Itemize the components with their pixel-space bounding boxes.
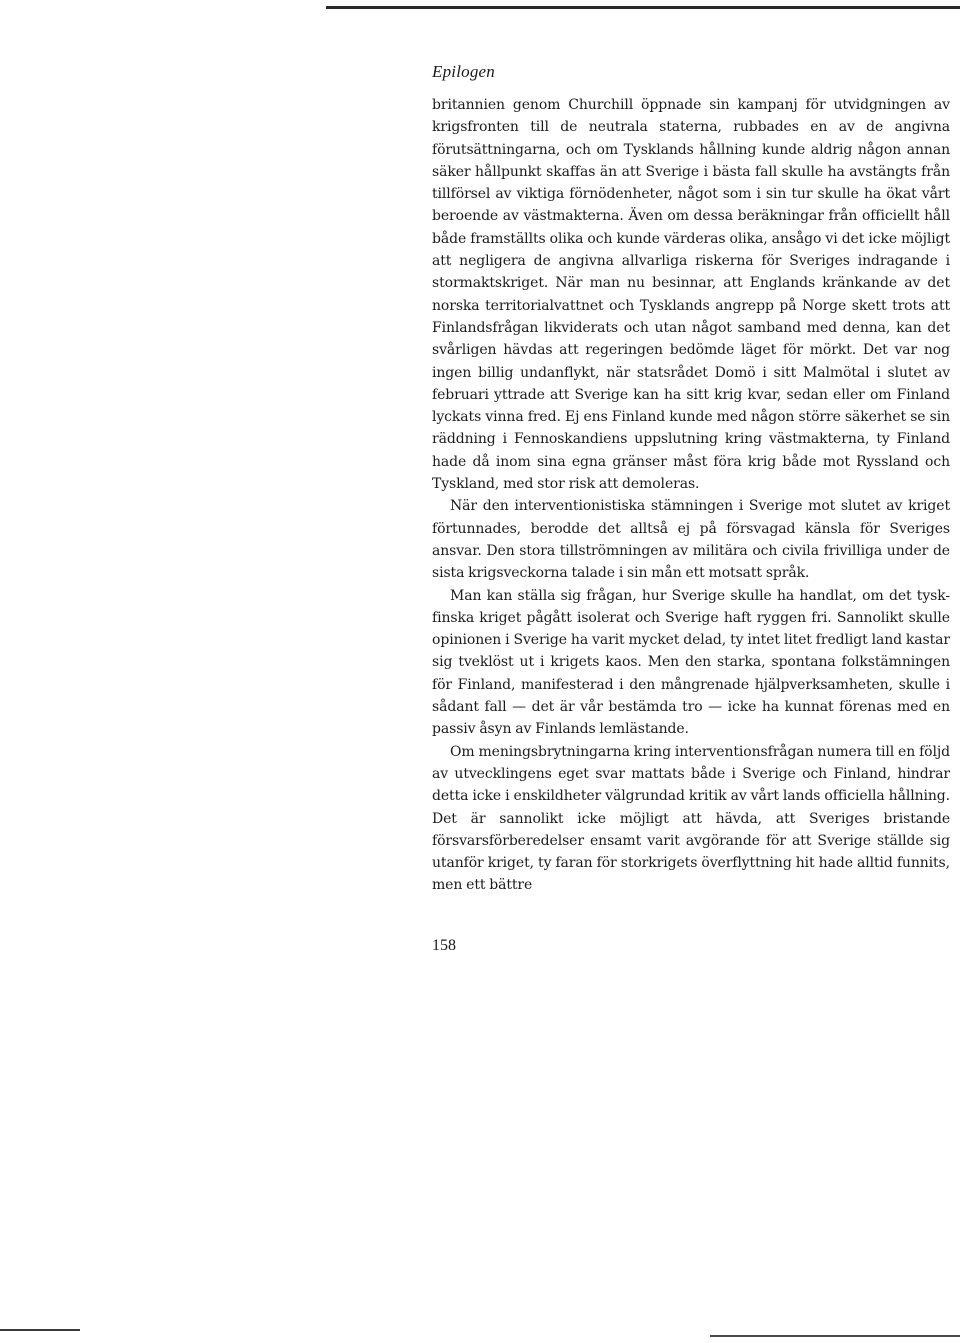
body-text — [432, 94, 950, 897]
running-head: Epilogen — [432, 62, 495, 81]
paragraph-1: britannien genom Churchill öppnade sin kampanj för utvidgningen av krigsfronten till de neutrala staterna, rubbades en av de angivna förutsättningarna, och om Tysklands hållning kunde aldrig någon annan säker hållpunkt skaffas än att Sverige i bästa fall skulle ha avstängts från tillförsel av viktiga förnödenheter, något som i sin tur skulle ha ökat vårt beroende av västmakterna. Även om dessa beräkningar från officiellt håll både framställts olika och kunde värderas olika, ansågo vi det icke möjligt att negligera de angivna allvarliga riskerna för Sveriges indragande i stormaktskriget. När man nu besinnar, att Englands kränkande av det norska territorialvattnet och Tysklands angrepp på Norge skett trots att Finlandsfrågan likviderats och utan något samband med denna, kan det svårligen hävdas att regeringen bedömde läget för mörkt. Det var nog ingen billig undanflykt, när statsrådet Domö i sitt Malmötal i slutet av februari yttrade att Sverige kan ha sitt krig kvar, sedan eller om Finland lyckats vinna fred. Ej ens Finland kunde med någon större säkerhet se sin räddning i Fennoskandiens uppslutning kring västmakterna, ty Finland hade då inom sina egna gränser måst föra krig både mot Ryssland och Tyskland, med stor risk att demoleras. — [432, 97, 950, 493]
bottom-scan-mark-left — [0, 1329, 80, 1331]
top-rule — [326, 6, 960, 9]
paragraph-3: Man kan ställa sig frågan, hur Sverige skulle ha handlat, om det tysk-finska kriget pågått isolerat och Sverige haft ryggen fri. Sannolikt skulle opinionen i Sverige ha varit mycket delad, ty intet litet fredligt land kastar sig tveklöst ut i krigets kaos. Men den starka, spontana folkstämningen för Finland, manifesterad i den mångrenade hjälpverksamheten, skulle i sådant fall — det är vår bestämda tro — icke ha kunnat förenas med en passiv åsyn av Finlands lemlästande. — [432, 587, 950, 738]
paragraph-2: När den interventionistiska stämningen i Sverige mot slutet av kriget förtunnades, berodde det alltså ej på försvagad känsla för Sveriges ansvar. Den stora tillströmningen av militära och civila frivilliga under de sista krigsveckorna talade i sin mån ett motsatt språk. — [432, 498, 950, 582]
paragraph-4: Om meningsbrytningarna kring interventionsfrågan numera till en följd av utvecklingens eget svar mattats både i Sverige och Finland, hindrar detta icke i enskildheter välgrundad kritik av vårt lands officiella hållning. Det är sannolikt icke möjligt att hävda, att Sveriges bristande försvarsförberedelser ensamt varit avgörande för att Sverige ställde sig utanför kriget, ty faran för storkrigets överflyttning hit hade alltid funnits, men ett bättre — [432, 743, 950, 894]
bottom-scan-mark-right — [710, 1335, 960, 1337]
page-number: 158 — [432, 937, 456, 954]
